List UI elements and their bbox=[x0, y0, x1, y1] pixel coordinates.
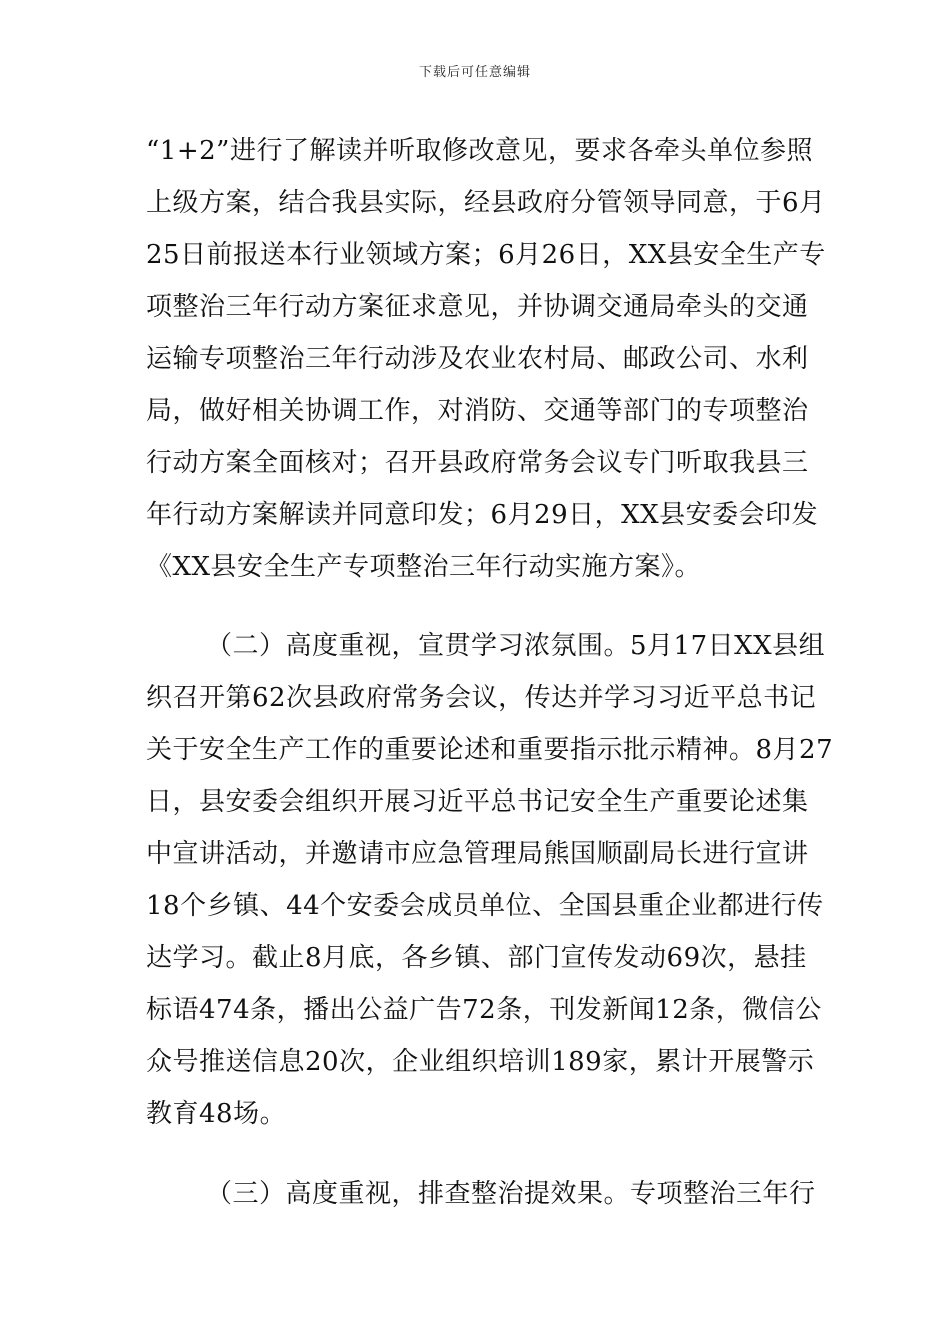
text-line: （三）高度重视，排查整治提效果。专项整治三年行 bbox=[206, 1179, 816, 1209]
text-line: 关于安全生产工作的重要论述和重要指示批示精神。8月27 bbox=[146, 735, 834, 765]
text-line: “1+2”进行了解读并听取修改意见，要求各牵头单位参照 bbox=[146, 136, 813, 166]
text-line: 局，做好相关协调工作，对消防、交通等部门的专项整治 bbox=[146, 396, 809, 426]
text-line: 众号推送信息20次，企业组织培训189家，累计开展警示 bbox=[146, 1047, 815, 1077]
text-line: 项整治三年行动方案征求意见，并协调交通局牵头的交通 bbox=[146, 292, 809, 322]
text-line: 行动方案全面核对；召开县政府常务会议专门听取我县三 bbox=[146, 448, 809, 478]
text-line: （二）高度重视，宣贯学习浓氛围。5月17日XX县组 bbox=[206, 631, 826, 661]
text-line: 25日前报送本行业领域方案；6月26日，XX县安全生产专 bbox=[146, 240, 826, 270]
text-line: 年行动方案解读并同意印发；6月29日，XX县安委会印发 bbox=[146, 500, 819, 530]
text-line: 上级方案，结合我县实际，经县政府分管领导同意，于6月 bbox=[146, 188, 826, 218]
text-line: 18个乡镇、44个安委会成员单位、全国县重企业都进行传 bbox=[146, 891, 824, 921]
text-line: 运输专项整治三年行动涉及农业农村局、邮政公司、水利 bbox=[146, 344, 809, 374]
text-line: 《XX县安全生产专项整治三年行动实施方案》。 bbox=[146, 552, 702, 582]
text-line: 达学习。截止8月底，各乡镇、部门宣传发动69次，悬挂 bbox=[146, 943, 807, 973]
text-line: 中宣讲活动，并邀请市应急管理局熊国顺副局长进行宣讲 bbox=[146, 839, 809, 869]
text-line: 织召开第62次县政府常务会议，传达并学习习近平总书记 bbox=[146, 683, 817, 713]
text-line: 教育48场。 bbox=[146, 1099, 287, 1129]
text-line: 标语474条，播出公益广告72条，刊发新闻12条，微信公 bbox=[146, 995, 822, 1025]
page-header: 下载后可任意编辑 bbox=[418, 65, 531, 80]
text-line: 日，县安委会组织开展习近平总书记安全生产重要论述集 bbox=[146, 787, 809, 817]
